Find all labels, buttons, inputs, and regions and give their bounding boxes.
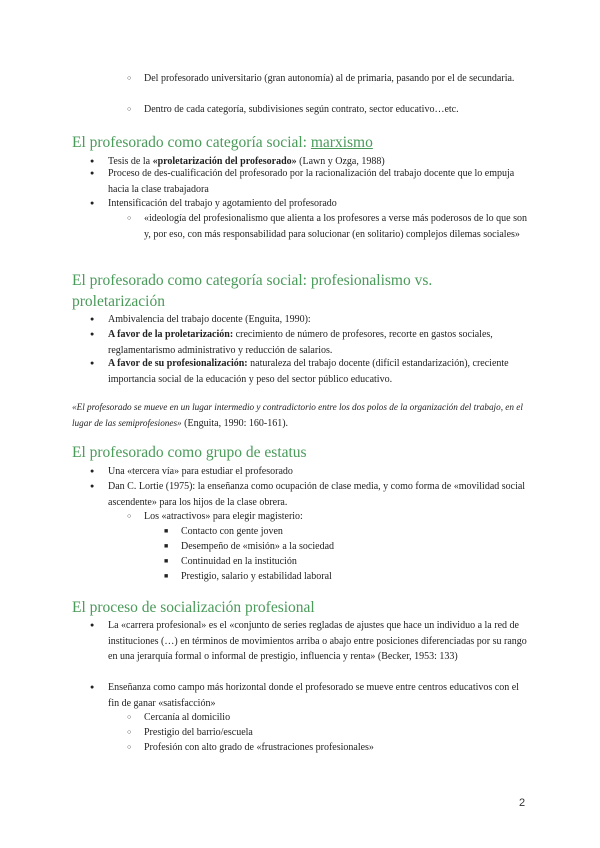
quote-paragraph: «El profesorado se mueve en un lugar intermedio y contradictorio entre los dos polos de la organización del trabajo, en el lugar de las semiprofesiones» (Enguita, 1990: 160-161). xyxy=(72,402,523,429)
circle-bullet-icon: ○ xyxy=(127,743,132,751)
disc-bullet-icon: ● xyxy=(90,330,95,338)
circle-bullet-icon: ○ xyxy=(127,74,132,82)
page-number: 2 xyxy=(519,797,526,809)
circle-bullet-icon: ○ xyxy=(127,512,132,520)
disc-bullet-icon: ● xyxy=(90,169,95,177)
circle-bullet-icon: ○ xyxy=(127,105,132,113)
section-heading-estatus: El profesorado como grupo de estatus xyxy=(72,444,307,461)
square-bullet-icon: ■ xyxy=(164,542,169,550)
disc-bullet-icon: ● xyxy=(90,199,95,207)
square-bullet-icon: ■ xyxy=(164,572,169,580)
marxismo-link[interactable]: marxismo xyxy=(310,134,373,151)
section-heading-profesionalismo: El profesorado como categoría social: profesionalismo vs. proletarización xyxy=(72,272,433,310)
circle-bullet-icon: ○ xyxy=(127,214,132,222)
document-page: ○ Del profesorado universitario (gran autonomía) al de primaria, pasando por el de secundaria. ○ Dentro de cada categoría, subdivisiones según contrato, sector educativo…etc. El profesorado como categoría social: marxismo ● Tesis de la «proletarización del profesorado» (Lawn y Ozga, 1988) ● Proceso de des-cualificación del profesorado por la racionalización del trabajo docente que lo empuja hacia la clase trabajadora ● Intensificación del trabajo y agotamiento del profesorado ○ «ideología del profesionalismo que alienta a los profesores a verse más poderosos de lo que son y, por eso, con más responsabilidad para solucionar (en solitario) complejos dilemas sociales» El profesorado como categoría social: profesionalismo vs. proletarización ● Ambivalencia del trabajo docente (Enguita, 1990): ● A favor de la proletarización: crecimiento de número de profesores, recorte en gastos sociales, reglamentarismo administrativo y reducción de salarios. ● A favor de su profesionalización: naturaleza del trabajo docente (difícil estandarización), creciente importancia social de la educación y peso del sector público educativo. «El profesorado se mueve en un lugar intermedio y contradictorio entre los dos polos de la organización del trabajo, en el lugar de las semiprofesiones» (Enguita, 1990: 160-161). El profesorado como grupo de estatus ● Una «tercera vía» para estudiar el profesorado ● Dan C. Lortie (1975): la enseñanza como ocupación de clase media, y como forma de «movilidad social ascendente» para los hijos de la clase obrera. ○ Los «atractivos» para elegir magisterio: ■ Contacto con gente joven ■ Desempeño de «misión» a la sociedad ■ Continuidad en la institución ■ Prestigio, salario y estabilidad laboral El proceso de socialización profesional ● La «carrera profesional» es el «conjunto de series regladas de ajustes que hace un individuo a la red de instituciones (…) en términos de movimientos arriba o abajo entre posiciones diferenciadas por su rango en una jerarquía formal o informal de prestigio, influencia y renta» (Becker, 1953: 133) ● Enseñanza como campo más horizontal donde el profesorado se mueve entre centros educativos con el fin de ganar «satisfacción» ○ Cercanía al domicilio ○ Prestigio del barrio/escuela ○ Profesión con alto grado de «frustraciones profesionales» 2 xyxy=(0,0,600,848)
disc-bullet-icon: ● xyxy=(90,683,95,691)
circle-bullet-icon: ○ xyxy=(127,713,132,721)
disc-bullet-icon: ● xyxy=(90,315,95,323)
section-heading-marxismo: El profesorado como categoría social: marxismo xyxy=(72,134,373,151)
circle-bullet-icon: ○ xyxy=(127,728,132,736)
disc-bullet-icon: ● xyxy=(90,157,95,165)
disc-bullet-icon: ● xyxy=(90,621,95,629)
square-bullet-icon: ■ xyxy=(164,527,169,535)
section-heading-socializacion: El proceso de socialización profesional xyxy=(72,599,315,616)
disc-bullet-icon: ● xyxy=(90,482,95,490)
square-bullet-icon: ■ xyxy=(164,557,169,565)
disc-bullet-icon: ● xyxy=(90,359,95,367)
disc-bullet-icon: ● xyxy=(90,467,95,475)
